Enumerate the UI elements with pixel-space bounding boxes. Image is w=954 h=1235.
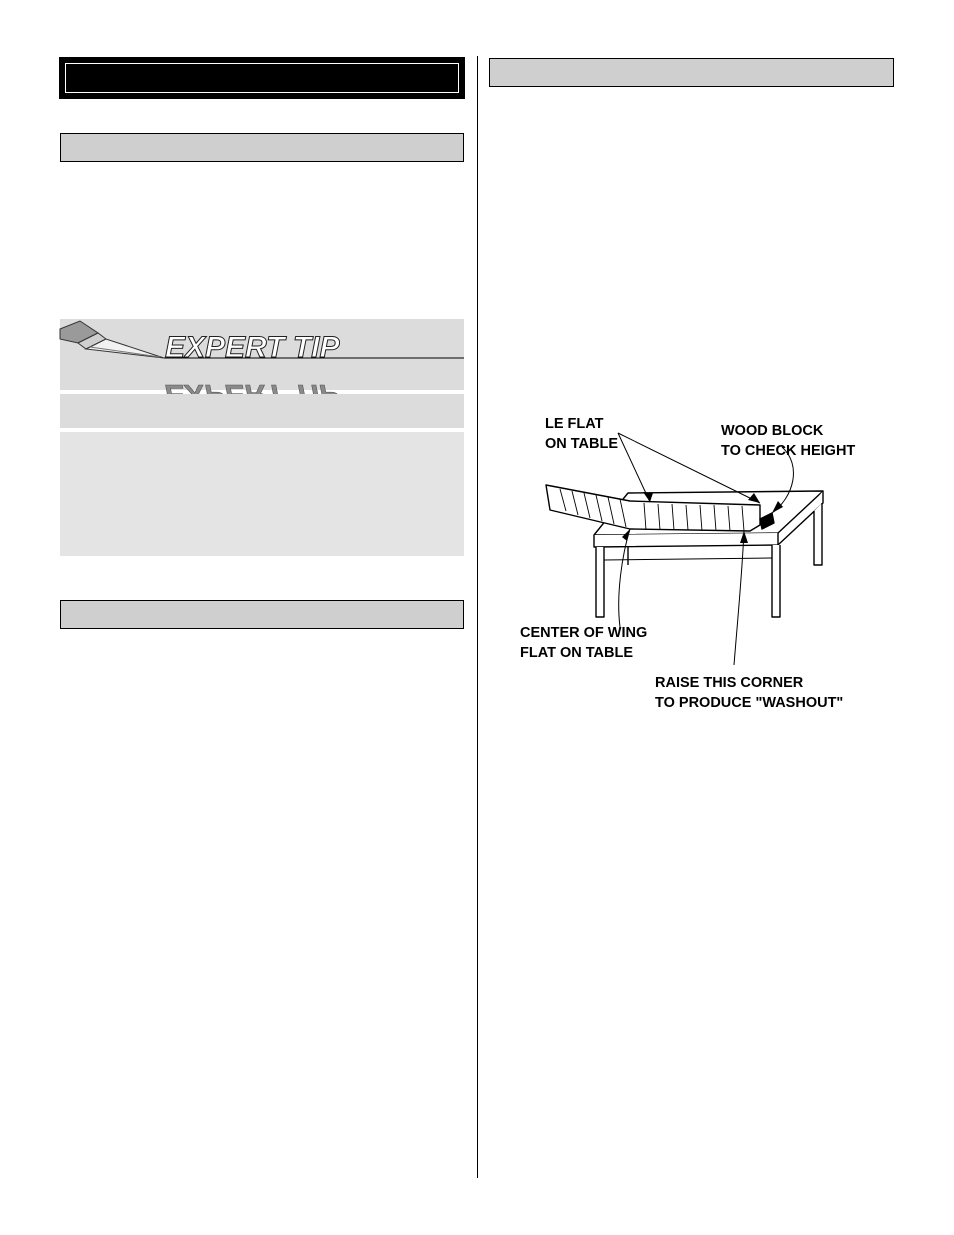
table-front-edge <box>594 533 778 547</box>
label-raise-line1: RAISE THIS CORNER <box>655 675 804 691</box>
label-center-line2: FLAT ON TABLE <box>520 645 634 661</box>
expert-tip-logo-text: EXPERT TIP <box>165 331 340 364</box>
label-wood-block-line1: WOOD BLOCK <box>721 423 824 439</box>
table-leg-front-left <box>596 547 604 617</box>
subsection-title-bar-1 <box>60 133 464 162</box>
column-divider <box>477 56 478 1178</box>
table-leg-front-right <box>772 545 780 617</box>
section-header <box>60 58 464 98</box>
section-header-text <box>65 63 459 93</box>
expert-tip-body <box>60 432 464 556</box>
expert-tip-title-band <box>60 394 464 428</box>
label-raise-corner <box>655 673 843 713</box>
subsection-title-bar-2 <box>60 600 464 629</box>
hobby-knife-icon <box>60 321 164 358</box>
label-center-line1: CENTER OF WING <box>520 625 648 641</box>
label-raise-line2: TO PRODUCE "WASHOUT" <box>655 695 844 711</box>
expert-tip-logo <box>60 319 464 390</box>
subsection-title-bar-right <box>489 58 894 87</box>
label-le-flat <box>545 414 618 454</box>
table-leg-back-right <box>814 503 822 565</box>
label-le-flat-line1: LE FLAT <box>545 416 604 432</box>
label-wood-block <box>721 421 855 461</box>
label-center-of-wing <box>520 623 647 663</box>
label-wood-block-line2: TO CHECK HEIGHT <box>721 443 856 459</box>
label-le-flat-line2: ON TABLE <box>545 436 619 452</box>
expert-tip-header <box>60 319 464 390</box>
